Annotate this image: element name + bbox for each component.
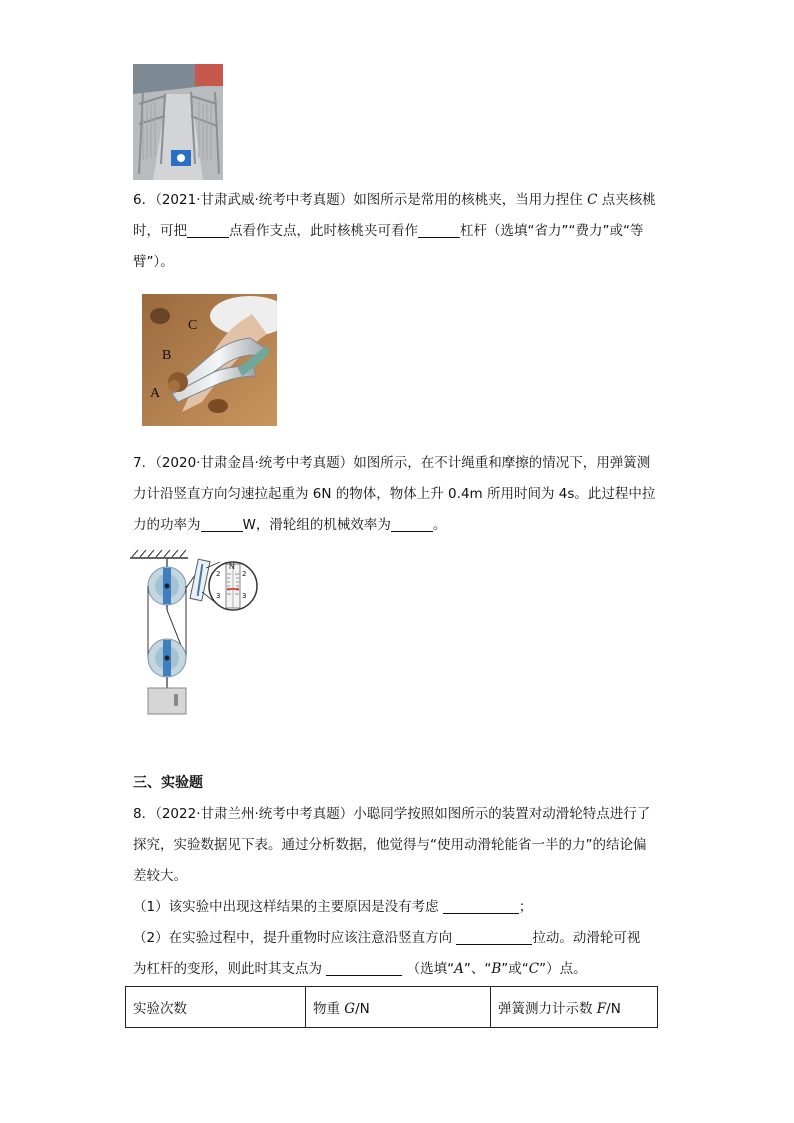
answer-blank[interactable] [456,929,532,945]
question-8-sub-2 [133,923,663,954]
question-6-line-1 [133,185,663,216]
gauge-unit-label: N [229,562,235,571]
question-text: W，滑轮组的机械效率为 [242,517,391,533]
question-text: 力计沿竖直方向匀速拉起重为 6N 的物体，物体上升 0.4m 所用时间为 4s。此过程中拉 [133,486,656,502]
question-text: 为杠杆的变形，则此时其支点为 [133,961,322,977]
question-number: 8． [133,806,156,822]
point-label: B [491,961,502,977]
table-header-cell [306,987,491,1028]
question-text: 点夹核桃 [601,192,656,208]
header-label: 物重 [313,1001,340,1017]
question-text: ”、“ [463,961,492,977]
gauge-tick-label: 3 [216,592,221,600]
question-text: ”或“ [501,961,529,977]
gauge-tick-label: 2 [242,570,247,578]
question-text: 如图所示，在不计绳重和摩擦的情况下，用弹簧测 [353,455,651,471]
question-text: 小聪同学按照如图所示的装置对动滑轮特点进行了 [353,806,651,822]
question-text: 臂”）。 [133,254,174,270]
question-text: 差较大。 [133,868,187,884]
question-7-line-3 [133,510,663,541]
question-source: （2022·甘肃兰州·统考中考真题） [155,806,354,822]
question-8-line-3 [133,861,663,892]
header-label: 弹簧测力计示数 [498,1001,593,1017]
question-text: （1）该实验中出现这样结果的主要原因是没有考虑 [133,899,439,915]
question-8 [133,799,663,985]
question-8-line-1 [133,799,663,830]
question-7-line-1 [133,448,663,479]
answer-blank[interactable] [187,222,229,238]
question-number: 6． [133,192,156,208]
question-text: 探究，实验数据见下表。通过分析数据，他觉得与“使用动滑轮能省一半的力”的结论偏 [133,837,647,853]
question-7 [133,448,663,541]
question-text: 点看作支点，此时核桃夹可看作 [229,223,418,239]
question-text: ； [518,899,533,915]
variable-symbol: G [344,1001,356,1017]
question-6-line-2 [133,216,663,247]
header-label: 实验次数 [133,1001,187,1017]
question-text: 力的功率为 [133,517,201,533]
point-label-a: A [150,386,161,401]
question-6 [133,185,663,278]
question-source: （2021·甘肃武威·统考中考真题） [155,192,354,208]
question-8-line-2 [133,830,663,861]
question-text: 时，可把 [133,223,187,239]
question-7-line-2 [133,479,663,510]
experiment-data-table [125,986,658,1028]
question-text: （选填“ [406,961,455,977]
answer-blank[interactable] [326,960,402,976]
variable-symbol: F [596,1001,607,1017]
point-label: A [454,961,464,977]
point-label: C [528,961,540,977]
answer-blank[interactable] [443,898,519,914]
table-header-row [126,987,658,1028]
walnut-cracker-photo [142,294,277,426]
walkway-ramp-photo [133,64,223,180]
question-8-sub-3 [133,954,663,985]
gauge-tick-label: 3 [242,592,247,600]
gauge-tick-label: 2 [216,570,221,578]
section-heading: 三、实验题 [133,775,203,791]
unit-label: /N [355,1001,370,1017]
point-label-c: C [188,318,198,333]
table-header-cell [491,987,658,1028]
answer-blank[interactable] [391,516,433,532]
question-text: 杠杆（选填“省力”“费力”或“等 [460,223,644,239]
answer-blank[interactable] [418,222,460,238]
question-6-line-3 [133,247,663,278]
table-header-cell [126,987,306,1028]
point-label: C [587,192,598,208]
question-source: （2020·甘肃金昌·统考中考真题） [155,455,354,471]
unit-label: /N [606,1001,621,1017]
pulley-system-diagram [130,548,260,718]
question-text: 。 [432,517,447,533]
question-number: 7． [133,455,156,471]
answer-blank[interactable] [201,516,243,532]
question-text: （2）在实验过程中，提升重物时应该注意沿竖直方向 [133,930,453,946]
question-8-sub-1 [133,892,663,923]
question-text: 如图所示是常用的核桃夹，当用力捏住 [353,192,583,208]
point-label-b: B [162,348,172,363]
question-text: 拉动。动滑轮可视 [532,930,641,946]
question-text: ”）点。 [539,961,587,977]
